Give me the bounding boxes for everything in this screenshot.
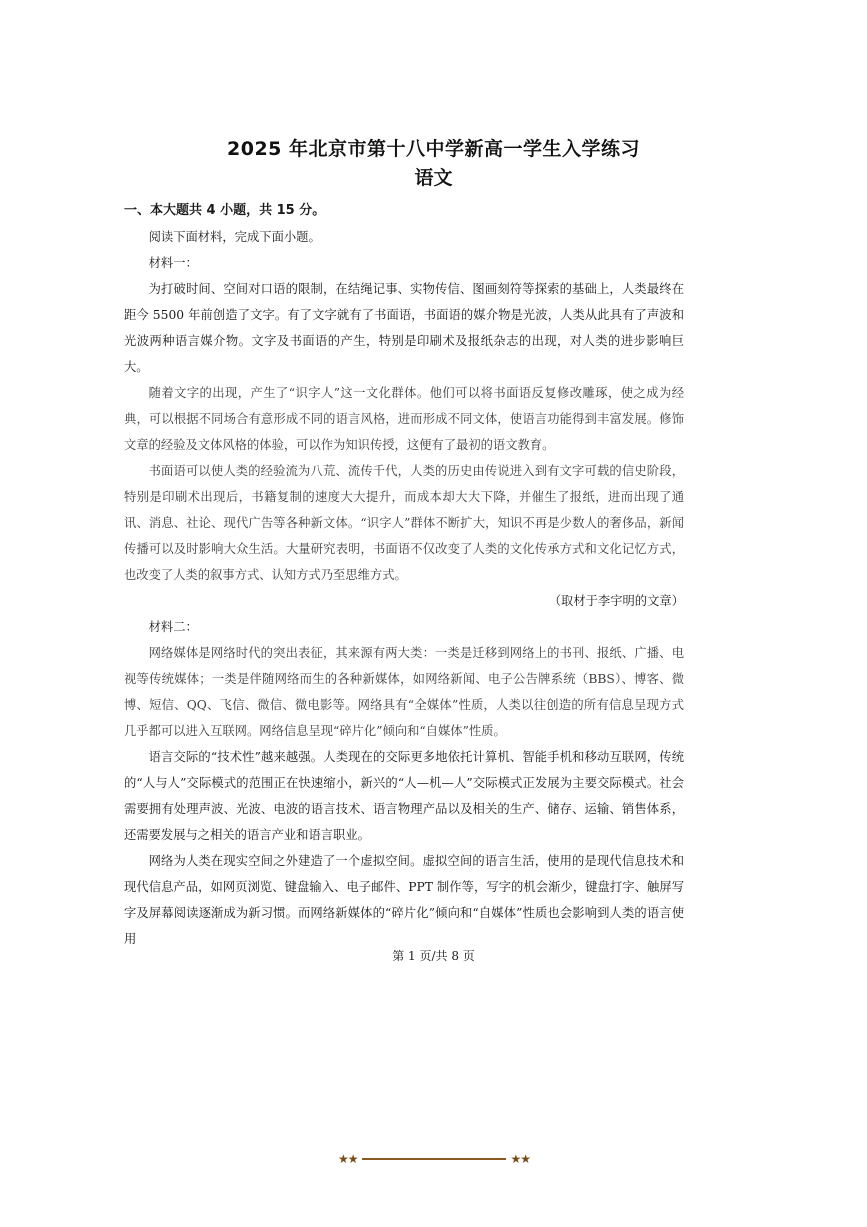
instruction-paragraph: 阅读下面材料，完成下面小题。: [148, 230, 321, 244]
ornament-rule: [362, 1158, 507, 1160]
material-one-paragraph-3: 书面语可以使人类的经验流为八荒、流传千代，人类的历史由传说进入到有文字可载的信史阶段，特别是印刷术出现后，书籍复制的速度大大提升，而成本却大大下降，并催生了报纸，进而出现了通讯、消息、社论、现代广告等各种新文体。“识字人”群体不断扩大，知识不再是少数人的奢侈品，新闻传播可以及时影响大众生活。大量研究表明，书面语不仅改变了人类的文化传承方式和文化记忆方式，也改变了人类的叙事方式、认知方式乃至思维方式。: [124, 464, 684, 582]
subject-title: 语文: [414, 167, 453, 189]
footer-ornament: [338, 1150, 530, 1168]
star-icon-left: ★★: [338, 1152, 358, 1166]
material-one-source: （取材于李宇明的文章）: [548, 594, 684, 608]
material-two-paragraph-1: 网络媒体是网络时代的突出表征，其来源有两大类：一类是迁移到网络上的书刊、报纸、广播、电视等传统媒体；一类是伴随网络而生的各种新媒体，如网络新闻、电子公告牌系统（BBS）、博客、微博、短信、QQ、飞信、微信、微电影等。网络具有“全媒体”性质，人类以往创造的所有信息呈现方式几乎都可以进入互联网。网络信息呈现“碎片化”倾向和“自媒体”性质。: [124, 646, 684, 738]
section-heading: 一、本大题共 4 小题，共 15 分。: [124, 203, 326, 218]
material-one-label: 材料一：: [148, 256, 198, 270]
material-one-paragraph-2: 随着文字的出现，产生了“识字人”这一文化群体。他们可以将书面语反复修改雕琢，使之成为经典，可以根据不同场合有意形成不同的语言风格，进而形成不同文体，使语言功能得到丰富发展。修饰文章的经验及文体风格的体验，可以作为知识传授，这便有了最初的语文教育。: [124, 386, 684, 452]
material-one-paragraph-1: 为打破时间、空间对口语的限制，在结绳记事、实物传信、图画刻符等探索的基础上，人类最终在距今 5500 年前创造了文字。有了文字就有了书面语，书面语的媒介物是光波，人类从此具有了声波和光波两种语言媒介物。文字及书面语的产生，特别是印刷术及报纸杂志的出现，对人类的进步影响巨大。: [124, 282, 684, 374]
document-body: [124, 224, 684, 952]
page-number: 第 1 页/共 8 页: [392, 949, 475, 963]
document-title: 2025 年北京市第十八中学新高一学生入学练习: [227, 138, 640, 160]
material-two-paragraph-2: 语言交际的“技术性”越来越强。人类现在的交际更多地依托计算机、智能手机和移动互联网，传统的“人与人”交际模式的范围正在快速缩小，新兴的“人—机—人”交际模式正发展为主要交际模式。社会需要拥有处理声波、光波、电波的语言技术、语言物理产品以及相关的生产、储存、运输、销售体系，还需要发展与之相关的语言产业和语言职业。: [124, 750, 684, 842]
star-icon-right: ★★: [510, 1152, 530, 1166]
material-two-label: 材料二：: [148, 620, 198, 634]
material-two-paragraph-3: 网络为人类在现实空间之外建造了一个虚拟空间。虚拟空间的语言生活，使用的是现代信息技术和现代信息产品，如网页浏览、键盘输入、电子邮件、PPT 制作等，写字的机会渐少，键盘打字、触屏写字及屏幕阅读逐渐成为新习惯。而网络新媒体的“碎片化”倾向和“自媒体”性质也会影响到人类的语言使用: [124, 854, 684, 946]
